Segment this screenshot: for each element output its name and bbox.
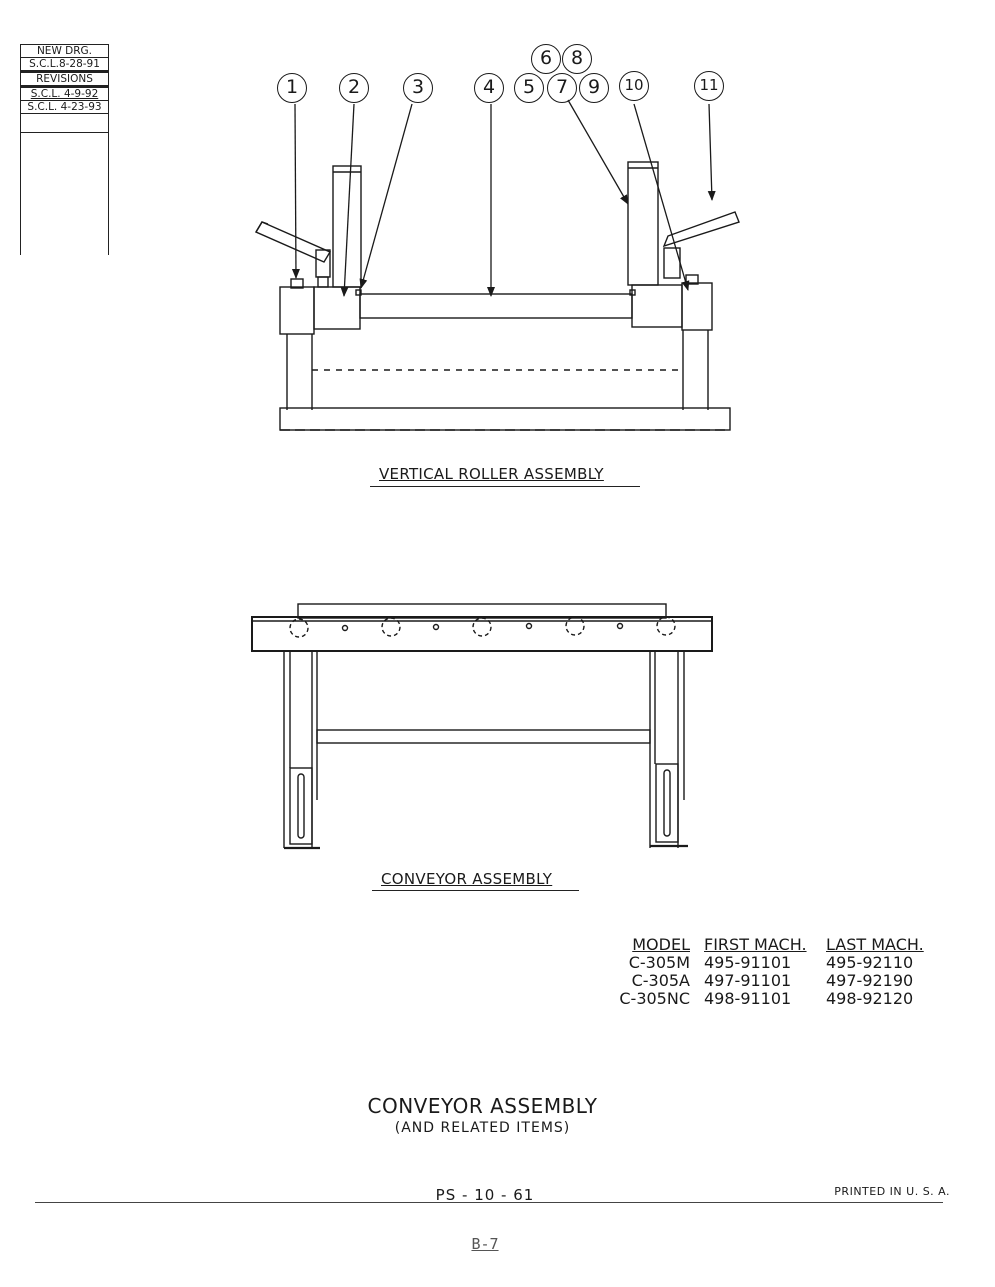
page-subtitle: (AND RELATED ITEMS)	[394, 1120, 571, 1136]
caption-vertical-roller: VERTICAL ROLLER ASSEMBLY	[379, 465, 604, 483]
conveyor-drawing	[252, 604, 712, 848]
model-cell: C-305NC	[619, 989, 690, 1008]
page-number: B-7	[471, 1235, 499, 1253]
callout-balloon-11: 11	[694, 71, 724, 101]
ps-number: PS - 10 - 61	[435, 1186, 535, 1204]
last-mach-cell: 498-92120	[826, 989, 914, 1008]
caption-conveyor: CONVEYOR ASSEMBLY	[381, 870, 553, 888]
first-mach-cell: 495-91101	[704, 953, 792, 972]
first-mach-cell: 498-91101	[704, 989, 792, 1008]
callout-balloon-5: 5	[514, 73, 544, 103]
table-row	[600, 990, 946, 1008]
printed-in-usa: PRINTED IN U. S. A.	[834, 1185, 950, 1198]
header-last-mach: LAST MACH.	[826, 935, 924, 954]
revisions-label: REVISIONS	[21, 73, 108, 88]
header-first-mach: FIRST MACH.	[704, 935, 807, 954]
table-row	[600, 972, 946, 990]
header-model: MODEL	[632, 935, 690, 954]
callout-balloon-4: 4	[474, 73, 504, 103]
callout-balloon-1: 1	[277, 73, 307, 103]
callout-balloon-6: 6	[531, 44, 561, 74]
caption-underline	[370, 486, 640, 487]
callout-leaders	[295, 100, 712, 296]
model-cell: C-305M	[628, 953, 690, 972]
first-mach-cell: 497-91101	[704, 971, 792, 990]
last-mach-cell: 495-92110	[826, 953, 914, 972]
callout-balloon-7: 7	[547, 73, 577, 103]
new-drawing-label: NEW DRG.	[21, 45, 108, 58]
new-drawing-date: S.C.L.8-28-91	[21, 58, 108, 73]
page-title: CONVEYOR ASSEMBLY	[367, 1094, 598, 1118]
callout-balloon-10: 10	[619, 71, 649, 101]
model-table-header	[600, 936, 946, 954]
last-mach-cell: 497-92190	[826, 971, 914, 990]
callout-balloon-3: 3	[403, 73, 433, 103]
footer-rule	[35, 1202, 943, 1203]
revision-entry: S.C.L. 4-9-92	[21, 88, 108, 101]
vertical-roller-drawing	[256, 162, 739, 430]
callout-balloon-9: 9	[579, 73, 609, 103]
caption-underline	[372, 890, 579, 891]
callout-balloon-8: 8	[562, 44, 592, 74]
callout-balloon-2: 2	[339, 73, 369, 103]
model-table	[600, 936, 946, 1008]
model-cell: C-305A	[631, 971, 690, 990]
table-row	[600, 954, 946, 972]
revision-entry: S.C.L. 4-23-93	[21, 101, 108, 114]
